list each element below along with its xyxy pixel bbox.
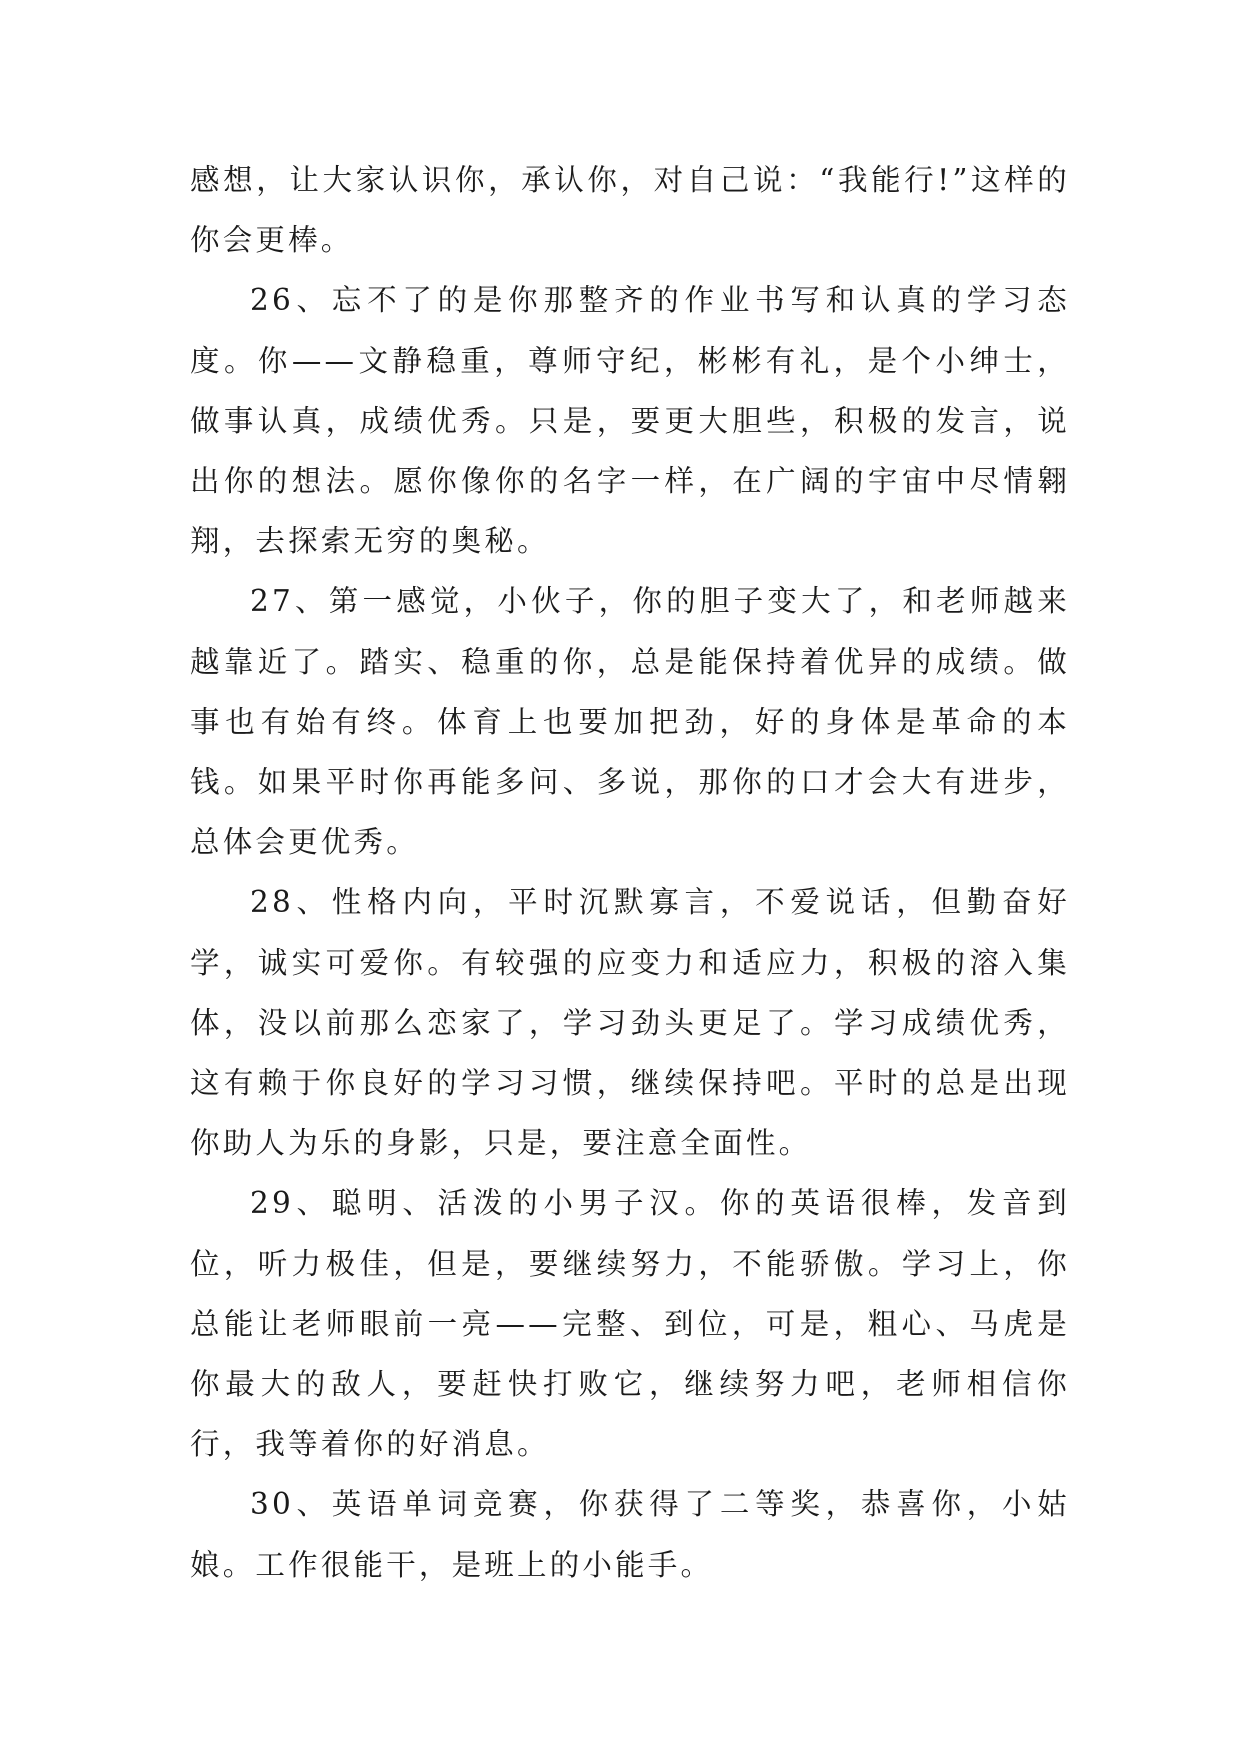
paragraph-28: 28、性格内向，平时沉默寡言，不爱说话，但勤奋好学，诚实可爱你。有较强的应变力和适应力，积极的溶入集体，没以前那么恋家了，学习劲头更足了。学习成绩优秀，这有赖于你良好的学习习惯，继续保持吧。平时的总是出现你助人为乐的身影，只是，要注意全面性。 bbox=[190, 885, 1070, 1161]
paragraph-27: 27、第一感觉，小伙子，你的胆子变大了，和老师越来越靠近了。踏实、稳重的你，总是能保持着优异的成绩。做事也有始有终。体育上也要加把劲，好的身体是革命的本钱。如果平时你再能多问、多说，那你的口才会大有进步，总体会更优秀。 bbox=[190, 584, 1070, 860]
paragraph-continuation: 感想，让大家认识你，承认你，对自己说：“我能行!”这样的你会更棒。 bbox=[190, 163, 1070, 258]
paragraph-29: 29、聪明、活泼的小男子汉。你的英语很棒，发音到位，听力极佳，但是，要继续努力，不能骄傲。学习上，你总能让老师眼前一亮——完整、到位，可是，粗心、马虎是你最大的敌人，要赶快打败它，继续努力吧，老师相信你行，我等着你的好消息。 bbox=[190, 1186, 1070, 1462]
document-body bbox=[190, 150, 1070, 1595]
paragraph-26: 26、忘不了的是你那整齐的作业书写和认真的学习态度。你——文静稳重，尊师守纪，彬彬有礼，是个小绅士，做事认真，成绩优秀。只是，要更大胆些，积极的发言，说出你的想法。愿你像你的名字一样，在广阔的宇宙中尽情翱翔，去探索无穷的奥秘。 bbox=[190, 283, 1070, 559]
paragraph-30: 30、英语单词竞赛，你获得了二等奖，恭喜你，小姑娘。工作很能干，是班上的小能手。 bbox=[190, 1487, 1070, 1582]
